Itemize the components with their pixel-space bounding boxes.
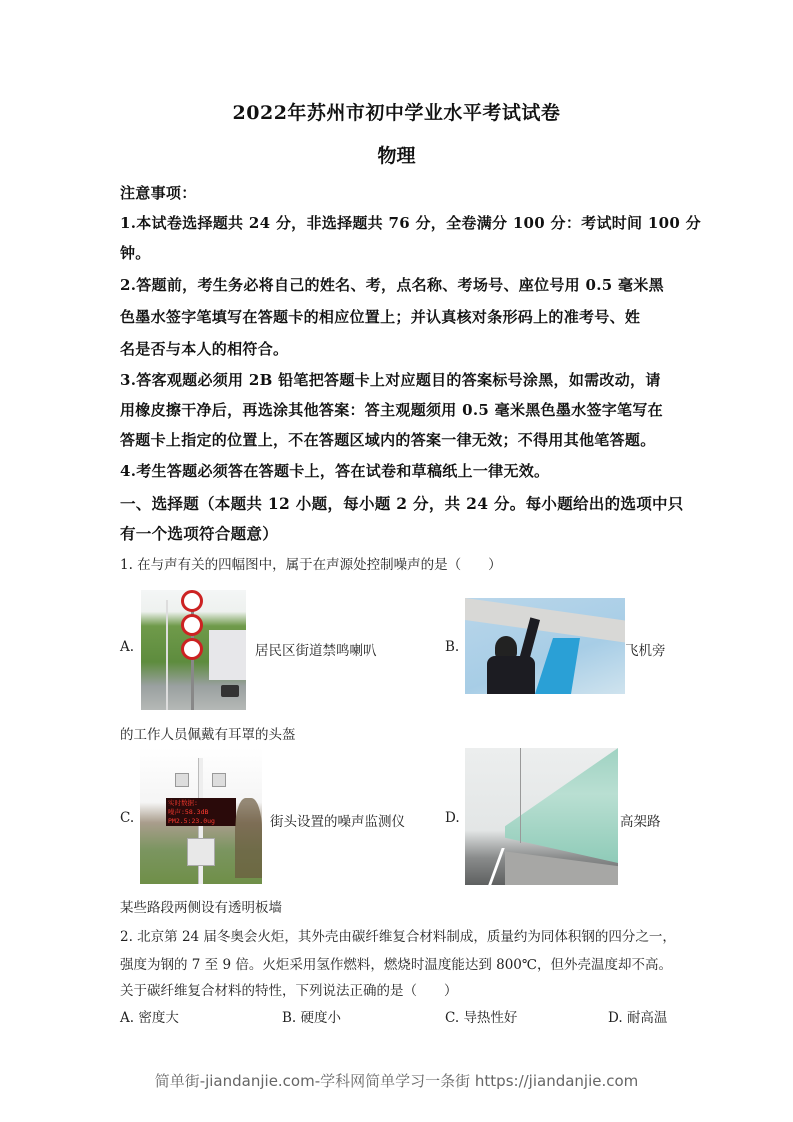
section-heading: 一、选择题（本题共 12 小题，每小题 2 分，共 24 分。每小题给出的选项中只: [120, 494, 684, 513]
question-2-stem: 关于碳纤维复合材料的特性，下列说法正确的是（ ）: [120, 983, 458, 999]
control-box: [187, 838, 215, 866]
option-b-letter: B.: [445, 639, 460, 655]
section-heading: 有一个选项符合题意）: [120, 524, 279, 543]
lamp-post: [520, 748, 521, 843]
option-d-text: 高架路: [620, 814, 661, 830]
notice-line: 1.本试卷选择题共 24 分，非选择题共 76 分，全卷满分 100 分：考试时间 100 分: [120, 214, 701, 232]
notice-line: 2.答题前，考生务必将自己的姓名、考，点名称、考场号、座位号用 0.5 毫米黑: [120, 276, 664, 294]
exam-title: 2022年苏州市初中学业水平考试试卷: [232, 102, 561, 124]
building: [209, 630, 246, 680]
option-a-text: 居民区街道禁鸣喇叭: [255, 643, 377, 659]
noise-barrier-photo: [465, 748, 618, 885]
display-line: PM2.5:23.0ug: [168, 817, 215, 825]
option-a-letter: A.: [120, 639, 135, 655]
no-truck-sign-icon: [181, 638, 203, 660]
street-no-horn-sign-photo: [141, 590, 246, 710]
option-b-text: 飞机旁: [625, 643, 666, 659]
question-1-stem: 1. 在与声有关的四幅图中，属于在声源处控制噪声的是（ ）: [120, 557, 502, 573]
display-line: 实时数据:: [168, 799, 198, 807]
lane-marking: [488, 848, 504, 885]
sensor-left: [175, 773, 189, 787]
worker-body: [487, 656, 535, 694]
question-2-stem: 2. 北京第 24 届冬奥会火炬，其外壳由碳纤维复合材料制成，质量约为同体积钢的四分之一，: [120, 929, 676, 945]
notice-line: 钟。: [120, 244, 151, 262]
display-line: 噪声:58.3dB: [168, 808, 209, 816]
notice-line: 答题卡上指定的位置上，不在答题区域内的答案一律无效；不得用其他笔答题。: [120, 431, 656, 449]
car: [221, 685, 239, 697]
notice-heading: 注意事项：: [120, 184, 197, 202]
q2-option-b-letter: B.: [282, 1010, 297, 1026]
sensor-right: [212, 773, 226, 787]
transparent-barrier-wall: [505, 748, 618, 863]
q2-option-c-text: 导热性好: [463, 1010, 518, 1026]
q2-option-b: [282, 1006, 341, 1026]
tree: [235, 798, 262, 878]
no-horn-sign-icon: [181, 590, 203, 612]
page-footer-watermark: 简单街-jiandanjie.com-学科网简单学习一条街 https://jiandanjie.com: [154, 1072, 639, 1090]
exam-subject: 物理: [377, 145, 416, 167]
option-c-letter: C.: [120, 810, 135, 826]
q2-option-a-text: 密度大: [138, 1010, 179, 1026]
option-d-continuation: 某些路段两侧设有透明板墙: [120, 900, 282, 916]
q2-option-d-text: 耐高温: [626, 1010, 668, 1026]
pole: [166, 600, 168, 710]
no-tractor-sign-icon: [181, 614, 203, 636]
notice-line: 用橡皮擦干净后，再选涂其他答案：答主观题须用 0.5 毫米黑色墨水签字笔写在: [120, 401, 663, 419]
notice-line: 色墨水签字笔填写在答题卡的相应位置上；并认真核对条形码上的准考号、姓: [120, 308, 641, 326]
option-c-text: 街头设置的噪声监测仪: [270, 814, 405, 830]
question-2-stem: 强度为钢的 7 至 9 倍。火炬采用氢作燃料，燃烧时温度能达到 800℃，但外壳温度却不高。: [120, 957, 673, 973]
airport-worker-photo: [465, 598, 625, 694]
noise-display-panel: [166, 798, 236, 826]
q2-option-d: [608, 1006, 667, 1026]
q2-option-d-letter: D.: [608, 1010, 623, 1026]
q2-option-c-letter: C.: [445, 1010, 460, 1026]
option-b-continuation: 的工作人员佩戴有耳罩的头盔: [120, 727, 296, 743]
notice-line: 3.答客观题必须用 2B 铅笔把答题卡上对应题目的答案标号涂黑，如需改动，请: [120, 371, 661, 389]
option-d-letter: D.: [445, 810, 460, 826]
q2-option-a: [120, 1006, 179, 1026]
q2-option-b-text: 硬度小: [300, 1010, 342, 1026]
airplane-tail: [535, 638, 580, 694]
notice-line: 4.考生答题必须答在答题卡上，答在试卷和草稿纸上一律无效。: [120, 462, 550, 480]
noise-monitor-photo: [140, 748, 262, 884]
airplane-wing: [465, 598, 625, 642]
q2-option-a-letter: A.: [120, 1010, 135, 1026]
notice-line: 名是否与本人的相符合。: [120, 340, 289, 358]
q2-option-c: [445, 1006, 517, 1026]
